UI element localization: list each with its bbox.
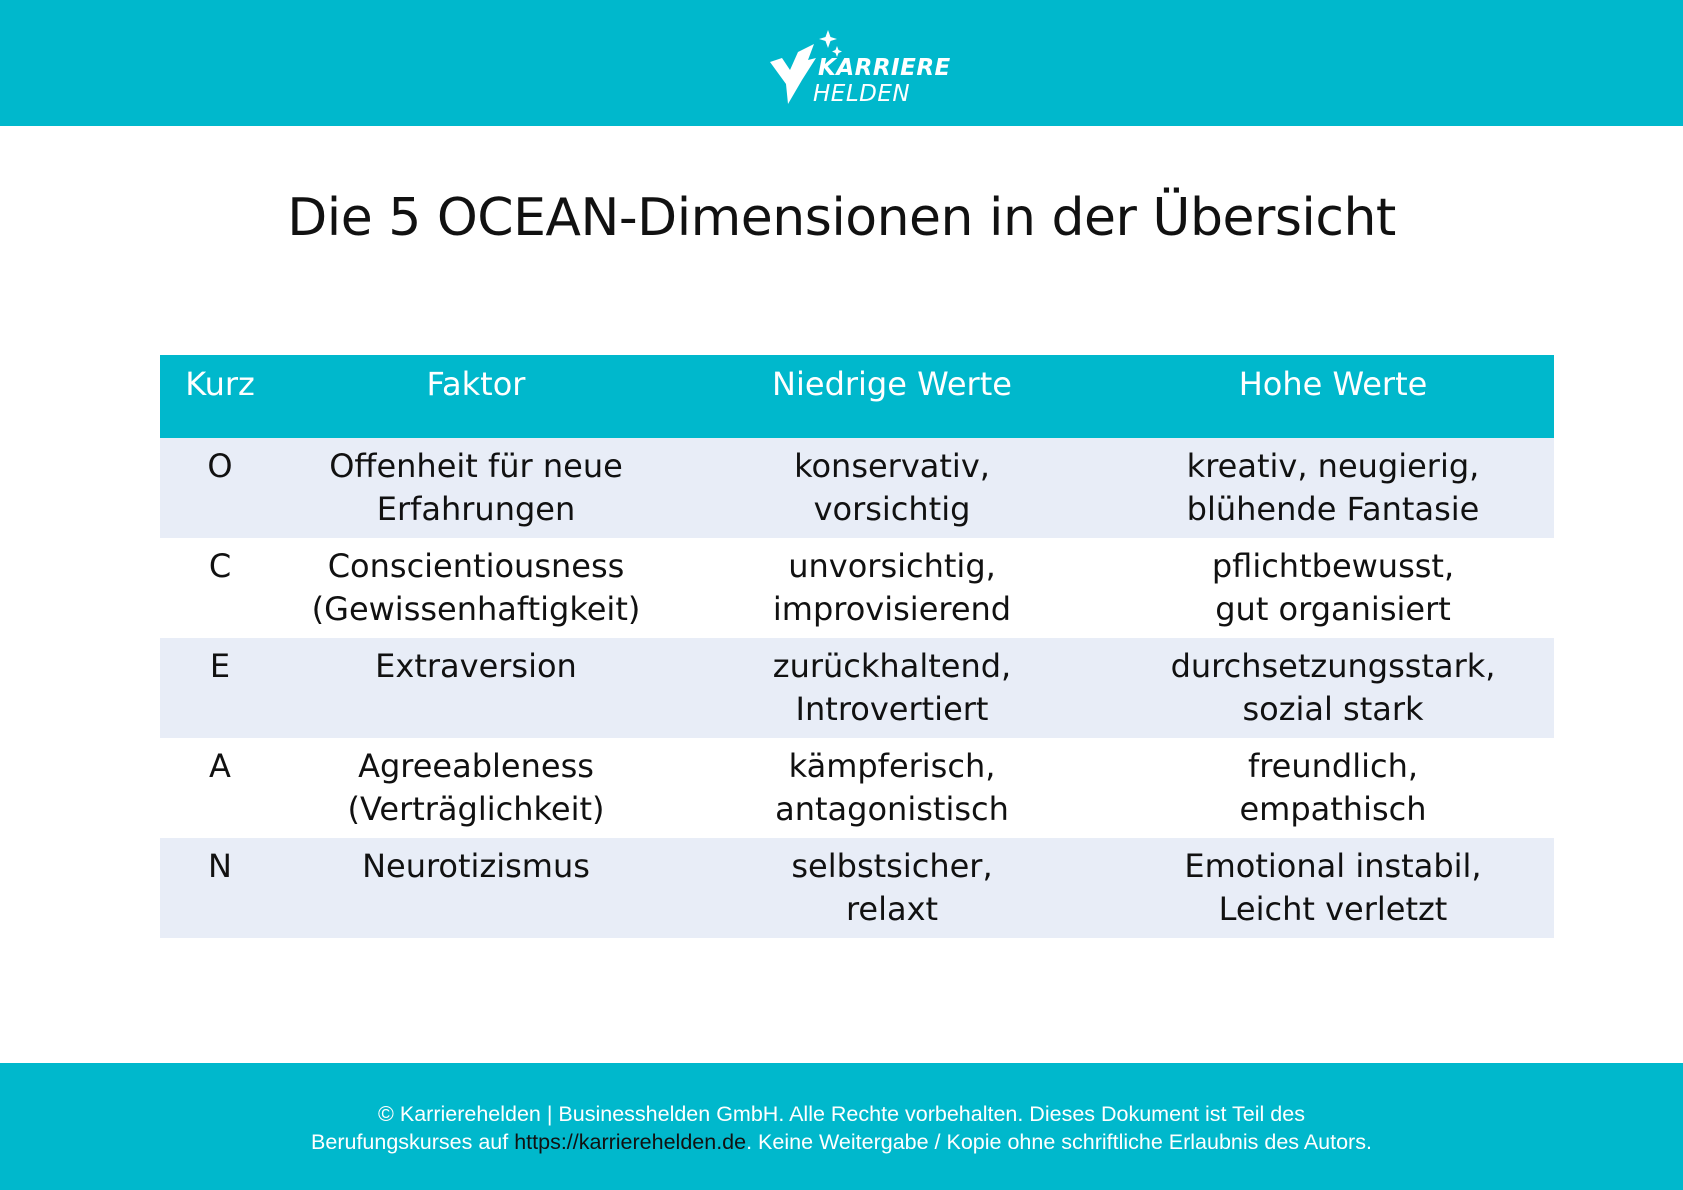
cell-niedrige-werte [672, 538, 1112, 638]
cell-faktor-line2: (Gewissenhaftigkeit) [311, 590, 641, 628]
cell-niedrig-line2: Introvertiert [795, 690, 989, 728]
cell-niedrige-werte [672, 438, 1112, 538]
cell-kurz: N [208, 847, 232, 885]
column-header-faktor: Faktor [426, 365, 526, 403]
cell-niedrige-werte [672, 738, 1112, 838]
logo-text-helden: HELDEN [813, 81, 911, 107]
table-header-row [160, 355, 1554, 438]
cell-faktor-line1: Conscientiousness [327, 547, 625, 585]
footer-line2-after: . Keine Weitergabe / Kopie ohne schriftliche Erlaubnis des Autors. [746, 1130, 1372, 1154]
header-bar [0, 0, 1683, 126]
cell-niedrig-line1: konservativ, [794, 447, 990, 485]
cell-niedrig-line2: improvisierend [772, 590, 1012, 628]
cell-hoch-line2: Leicht verletzt [1218, 890, 1448, 928]
column-header-niedrige-werte: Niedrige Werte [772, 365, 1012, 403]
cell-hoch-line2: empathisch [1239, 790, 1427, 828]
cell-hoch-line1: kreativ, neugierig, [1186, 447, 1480, 485]
cell-hoch-line1: freundlich, [1247, 747, 1419, 785]
cell-kurz: C [208, 547, 232, 585]
logo-text-karriere: KARRIERE [818, 55, 951, 81]
cell-faktor [280, 738, 672, 838]
cell-niedrig-line2: relaxt [845, 890, 939, 928]
cell-niedrig-line1: zurückhaltend, [772, 647, 1012, 685]
table-row [160, 538, 1554, 638]
table-header [160, 355, 1554, 438]
cell-hohe-werte [1112, 538, 1554, 638]
karrierehelden-logo[interactable] [768, 28, 951, 108]
cell-faktor [280, 538, 672, 638]
cell-faktor [280, 638, 672, 738]
ocean-table [160, 355, 1554, 938]
cell-faktor-line1: Extraversion [375, 647, 577, 685]
cell-faktor-line1: Neurotizismus [362, 847, 590, 885]
table-body [160, 438, 1554, 938]
ocean-table-container [160, 355, 1554, 938]
cell-faktor-line1: Offenheit für neue [329, 447, 623, 485]
cell-hoch-line2: gut organisiert [1215, 590, 1451, 628]
footer-line2-before: Berufungskurses auf [311, 1130, 515, 1154]
footer-copyright [0, 1100, 1683, 1156]
cell-niedrig-line1: kämpferisch, [788, 747, 996, 785]
table-row [160, 738, 1554, 838]
cell-faktor-line2: (Verträglichkeit) [347, 790, 605, 828]
cell-faktor [280, 838, 672, 938]
cell-niedrig-line1: unvorsichtig, [788, 547, 996, 585]
column-header-kurz: Kurz [185, 365, 255, 403]
table-row [160, 438, 1554, 538]
cell-hohe-werte [1112, 638, 1554, 738]
cell-faktor-line1: Agreeableness [358, 747, 594, 785]
cell-niedrig-line2: vorsichtig [813, 490, 971, 528]
cell-kurz: A [209, 747, 231, 785]
cell-niedrig-line2: antagonistisch [775, 790, 1009, 828]
table-row [160, 638, 1554, 738]
cell-niedrige-werte [672, 838, 1112, 938]
cell-hoch-line1: durchsetzungsstark, [1170, 647, 1496, 685]
page-title: Die 5 OCEAN-Dimensionen in der Übersicht [287, 188, 1396, 248]
cell-hoch-line2: sozial stark [1242, 690, 1424, 728]
cell-hohe-werte [1112, 438, 1554, 538]
footer-website-link[interactable]: https://karrierehelden.de [514, 1130, 747, 1154]
cell-hohe-werte [1112, 838, 1554, 938]
cell-niedrige-werte [672, 638, 1112, 738]
cell-faktor [280, 438, 672, 538]
cell-hoch-line1: pflichtbewusst, [1211, 547, 1455, 585]
cell-kurz: E [209, 647, 231, 685]
cell-niedrig-line1: selbstsicher, [791, 847, 993, 885]
cell-hohe-werte [1112, 738, 1554, 838]
footer-line1: © Karrierehelden | Businesshelden GmbH. Alle Rechte vorbehalten. Dieses Dokument ist Teil des [378, 1102, 1305, 1126]
table-row [160, 838, 1554, 938]
cell-hoch-line2: blühende Fantasie [1186, 490, 1480, 528]
cell-kurz: O [207, 447, 233, 485]
cell-hoch-line1: Emotional instabil, [1184, 847, 1482, 885]
cell-faktor-line2: Erfahrungen [376, 490, 576, 528]
column-header-hohe-werte: Hohe Werte [1238, 365, 1428, 403]
